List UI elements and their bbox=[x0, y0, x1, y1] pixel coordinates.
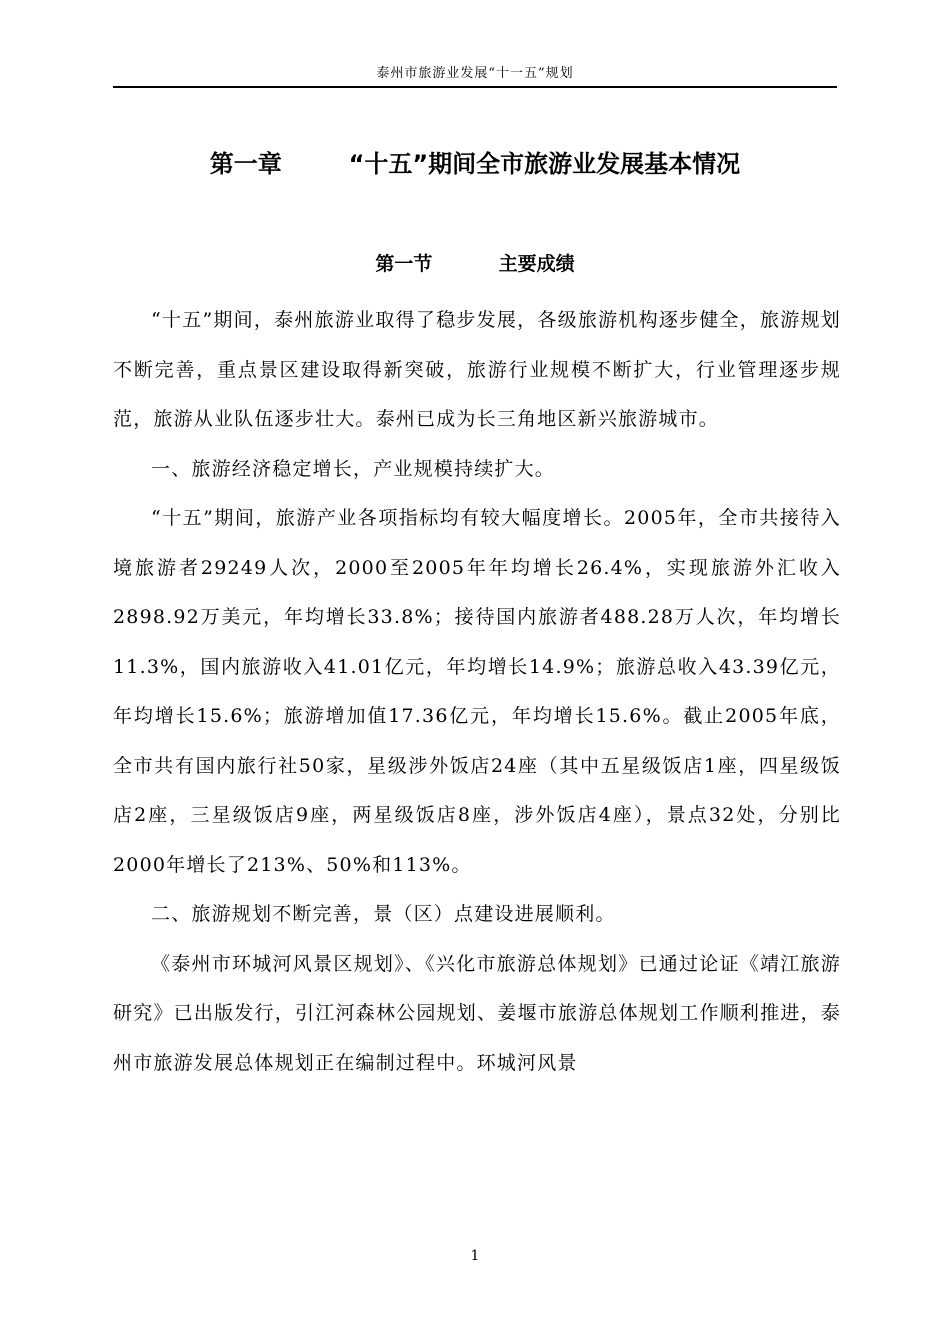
section-title: 第一节 主要成绩 bbox=[375, 253, 575, 275]
planning-paragraph: 《泰州市环城河风景区规划》、《兴化市旅游总体规划》已通过论证《靖江旅游研究》已出版发行，引江河森林公园规划、姜堰市旅游总体规划工作顺利推进，泰州市旅游发展总体规划正在编制过程中。环城河风景 bbox=[113, 952, 841, 1074]
subheading-tourism-planning: 二、旅游规划不断完善，景（区）点建设进展顺利。 bbox=[151, 903, 616, 925]
page-number: 1 bbox=[470, 1248, 480, 1264]
intro-paragraph: “十五”期间，泰州旅游业取得了稳步发展，各级旅游机构逐步健全，旅游规划不断完善，重点景区建设取得新突破，旅游行业规模不断扩大，行业管理逐步规范，旅游从业队伍逐步壮大。泰州已成为长三角地区新兴旅游城市。 bbox=[113, 309, 841, 430]
chapter-title: 第一章 “十五”期间全市旅游业发展基本情况 bbox=[209, 150, 741, 178]
body-text bbox=[113, 296, 841, 1088]
statistics-paragraph: “十五”期间，旅游产业各项指标均有较大幅度增长。2005年，全市共接待入境旅游者29249人次，2000至2005年年均增长26.4%，实现旅游外汇收入2898.92万美元，年均增长33.8%；接待国内旅游者488.28万人次，年均增长11.3%，国内旅游收入41.01亿元，年均增长14.9%；旅游总收入43.39亿元，年均增长15.6%；旅游增加值17.36亿元，年均增长15.6%。截止2005年底，全市共有国内旅行社50家，星级涉外饭店24座（其中五星级饭店1座，四星级饭店2座，三星级饭店9座，两星级饭店8座，涉外饭店4座），景点32处，分别比2000年增长了213%、50%和113%。 bbox=[113, 507, 841, 876]
running-header: 泰州市旅游业发展“十一五”规划 bbox=[113, 64, 837, 88]
subheading-tourism-economy: 一、旅游经济稳定增长，产业规模持续扩大。 bbox=[151, 457, 556, 480]
